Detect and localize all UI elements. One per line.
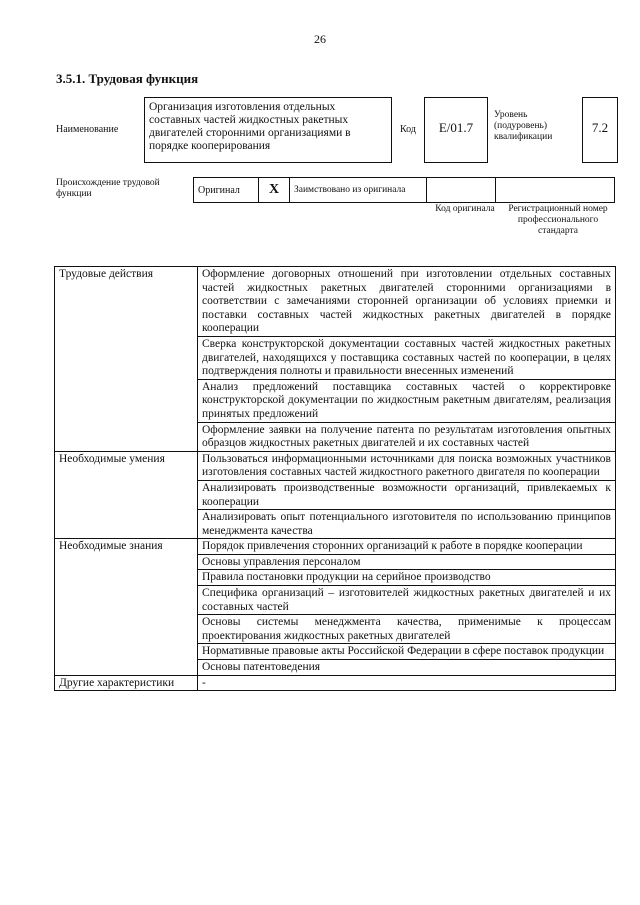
list-item: Анализировать опыт потенциального изготовителя по использованию принципов менеджмента качества	[198, 510, 616, 539]
list-item: Основы системы менеджмента качества, применимые к процессам проектирования жидкостных ракетных двигателей	[198, 615, 616, 644]
list-item: Анализ предложений поставщика составных частей о корректировке конструкторской документации по жидкостным ракетным двигателям, реализация принятых предложений	[198, 379, 616, 422]
reg-number-cell	[496, 178, 615, 203]
list-item: Специфика организаций – изготовителей жидкостных ракетных двигателей и их составных частей	[198, 586, 616, 615]
list-item: Основы патентоведения	[198, 660, 616, 676]
skills-title: Необходимые умения	[55, 451, 198, 539]
list-item: Порядок привлечения сторонних организаций к работе в порядке кооперации	[198, 539, 616, 555]
list-item: Оформление заявки на получение патента по результатам изготовления опытных образцов жидкостных ракетных двигателей и их составных частей	[198, 422, 616, 451]
list-item: Нормативные правовые акты Российской Федерации в сфере поставок продукции	[198, 644, 616, 660]
other-value: -	[198, 675, 616, 691]
origin-table	[193, 177, 615, 203]
qualification-level: 7.2	[582, 97, 618, 163]
table-row	[55, 539, 616, 555]
list-item: Основы управления персоналом	[198, 554, 616, 570]
page-number: 26	[314, 32, 326, 46]
section-title: 3.5.1. Трудовая функция	[56, 71, 199, 86]
level-label: Уровень (подуровень) квалификации	[494, 110, 553, 142]
labor-actions-title: Трудовые действия	[55, 267, 198, 452]
reg-number-label: Регистрационный номер профессионального стандарта	[508, 204, 608, 236]
code-original-cell	[427, 178, 496, 203]
list-item: Правила постановки продукции на серийное производство	[198, 570, 616, 586]
original-mark: X	[259, 178, 290, 203]
list-item: Анализировать производственные возможности организаций, привлекаемых к кооперации	[198, 480, 616, 509]
original-label: Оригинал	[194, 178, 259, 203]
code-original-label: Код оригинала	[435, 204, 495, 214]
list-item: Оформление договорных отношений при изготовлении отдельных составных частей жидкостных ракетных двигателей сторонними организациями в соответствии с замечаниями сторонней организации об условиях приемки и поставки составных частей жидкостных ракетных двигателей в порядке кооперации	[198, 267, 616, 337]
table-row	[55, 675, 616, 691]
function-details-table	[54, 266, 616, 691]
origin-label: Происхождение трудовой функции	[56, 178, 160, 199]
name-label: Наименование	[56, 124, 119, 135]
table-row	[55, 451, 616, 480]
code-label: Код	[400, 124, 416, 135]
other-title: Другие характеристики	[55, 675, 198, 691]
function-code: E/01.7	[424, 97, 488, 163]
list-item: Сверка конструкторской документации составных частей жидкостных ракетных двигателей, находящихся у поставщика составных частей по кооперации, в целях подтверждения полноты и правильности внесенных изменений	[198, 336, 616, 379]
knowledge-title: Необходимые знания	[55, 539, 198, 675]
function-name: Организация изготовления отдельных составных частей жидкостных ракетных двигателей сторонними организациями в порядке кооперирования	[144, 97, 392, 163]
list-item: Пользоваться информационными источниками для поиска возможных участников изготовления составных частей жидкостного ракетного двигателя по кооперации	[198, 451, 616, 480]
table-row	[55, 267, 616, 337]
borrowed-label: Заимствовано из оригинала	[290, 178, 427, 203]
